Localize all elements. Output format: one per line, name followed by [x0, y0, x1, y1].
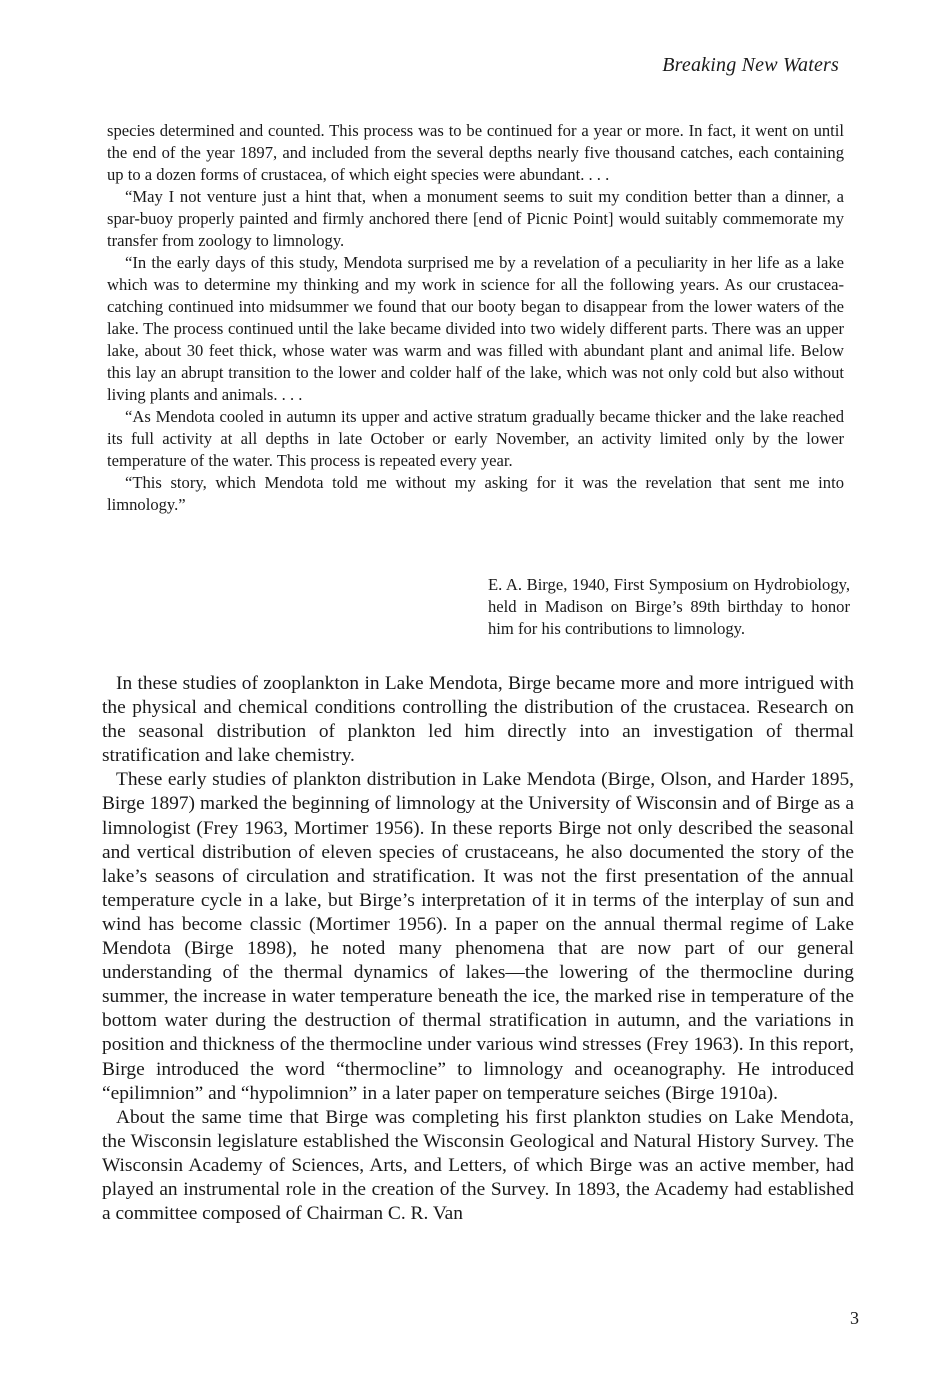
body-text — [102, 672, 854, 1226]
block-quote — [107, 120, 844, 516]
page-number: 3 — [850, 1308, 859, 1328]
quote-paragraph: species determined and counted. This process was to be continued for a year or more. In fact, it went on until the end of the year 1897, and included from the several depths nearly five thousand catches, each containing up to a dozen forms of crustacea, of which eight species were abundant. . . . — [107, 121, 844, 184]
quote-paragraph: “As Mendota cooled in autumn its upper and active stratum gradually became thicker and the lake reached its full activity at all depths in late October or early November, an activity limited only by the lower temperature of the water. This process is repeated every year. — [107, 407, 844, 470]
body-paragraph: In these studies of zooplankton in Lake Mendota, Birge became more and more intrigued with the physical and chemical conditions controlling the distribution of the crustacea. Research on the seasonal distribution of plankton led him directly into an investigation of thermal stratification and lake chemistry. — [102, 673, 854, 767]
quote-attribution: E. A. Birge, 1940, First Symposium on Hydrobiology, held in Madison on Birge’s 89th birthday to honor him for his contributions to limnology. — [488, 575, 850, 638]
quote-paragraph: “This story, which Mendota told me without my asking for it was the revelation that sent me into limnology.” — [107, 473, 844, 514]
quote-paragraph: “May I not venture just a hint that, when a monument seems to suit my condition better than a dinner, a spar-buoy properly painted and firmly anchored there [end of Picnic Point] would suitably commemorate my transfer from zoology to limnology. — [107, 187, 844, 250]
running-head-title: Breaking New Waters — [662, 54, 839, 76]
body-paragraph: These early studies of plankton distribution in Lake Mendota (Birge, Olson, and Harder 1895, Birge 1897) marked the beginning of limnology at the University of Wisconsin and of Birge as a limnologist (Frey 1963, Mortimer 1956). In these reports Birge not only described the seasonal and vertical distribution of eleven species of crustaceans, he also documented the story of the lake’s seasons of circulation and stratification. It was not the first presentation of the annual temperature cycle in a lake, but Birge’s interpretation of it in terms of the interplay of sun and wind has become classic (Mortimer 1956). In a paper on the annual thermal regime of Lake Mendota (Birge 1898), he noted many phenomena that are now part of our general understanding of the thermal dynamics of lakes—the lowering of the thermocline during summer, the increase in water temperature beneath the ice, the marked rise in temperature of the bottom water during the destruction of thermal stratification in autumn, and the variations in position and thickness of the thermocline under various wind stresses (Frey 1963). In this report, Birge introduced the word “thermocline” to limnology and oceanography. He introduced “epilimnion” and “hypolimnion” in a later paper on temperature seiches (Birge 1910a). — [102, 769, 854, 1104]
body-paragraph: About the same time that Birge was completing his first plankton studies on Lake Mendota, the Wisconsin legislature established the Wisconsin Geological and Natural History Survey. The Wisconsin Academy of Sciences, Arts, and Letters, of which Birge was an active member, had played an instrumental role in the creation of the Survey. In 1893, the Academy had established a committee composed of Chairman C. R. Van — [102, 1106, 854, 1225]
quote-paragraph: “In the early days of this study, Mendota surprised me by a revelation of a peculiarity in her life as a lake which was to determine my thinking and my work in science for all the following years. As our crustacea-catching continued into midsummer we found that our booty began to disappear from the lower waters of the lake. The process continued until the lake became divided into two widely different parts. There was an upper lake, about 30 feet thick, whose water was warm and was filled with abundant plant and animal life. Below this lay an abrupt transition to the lower and colder half of the lake, which was not only cold but also without living plants and animals. . . . — [107, 253, 844, 404]
